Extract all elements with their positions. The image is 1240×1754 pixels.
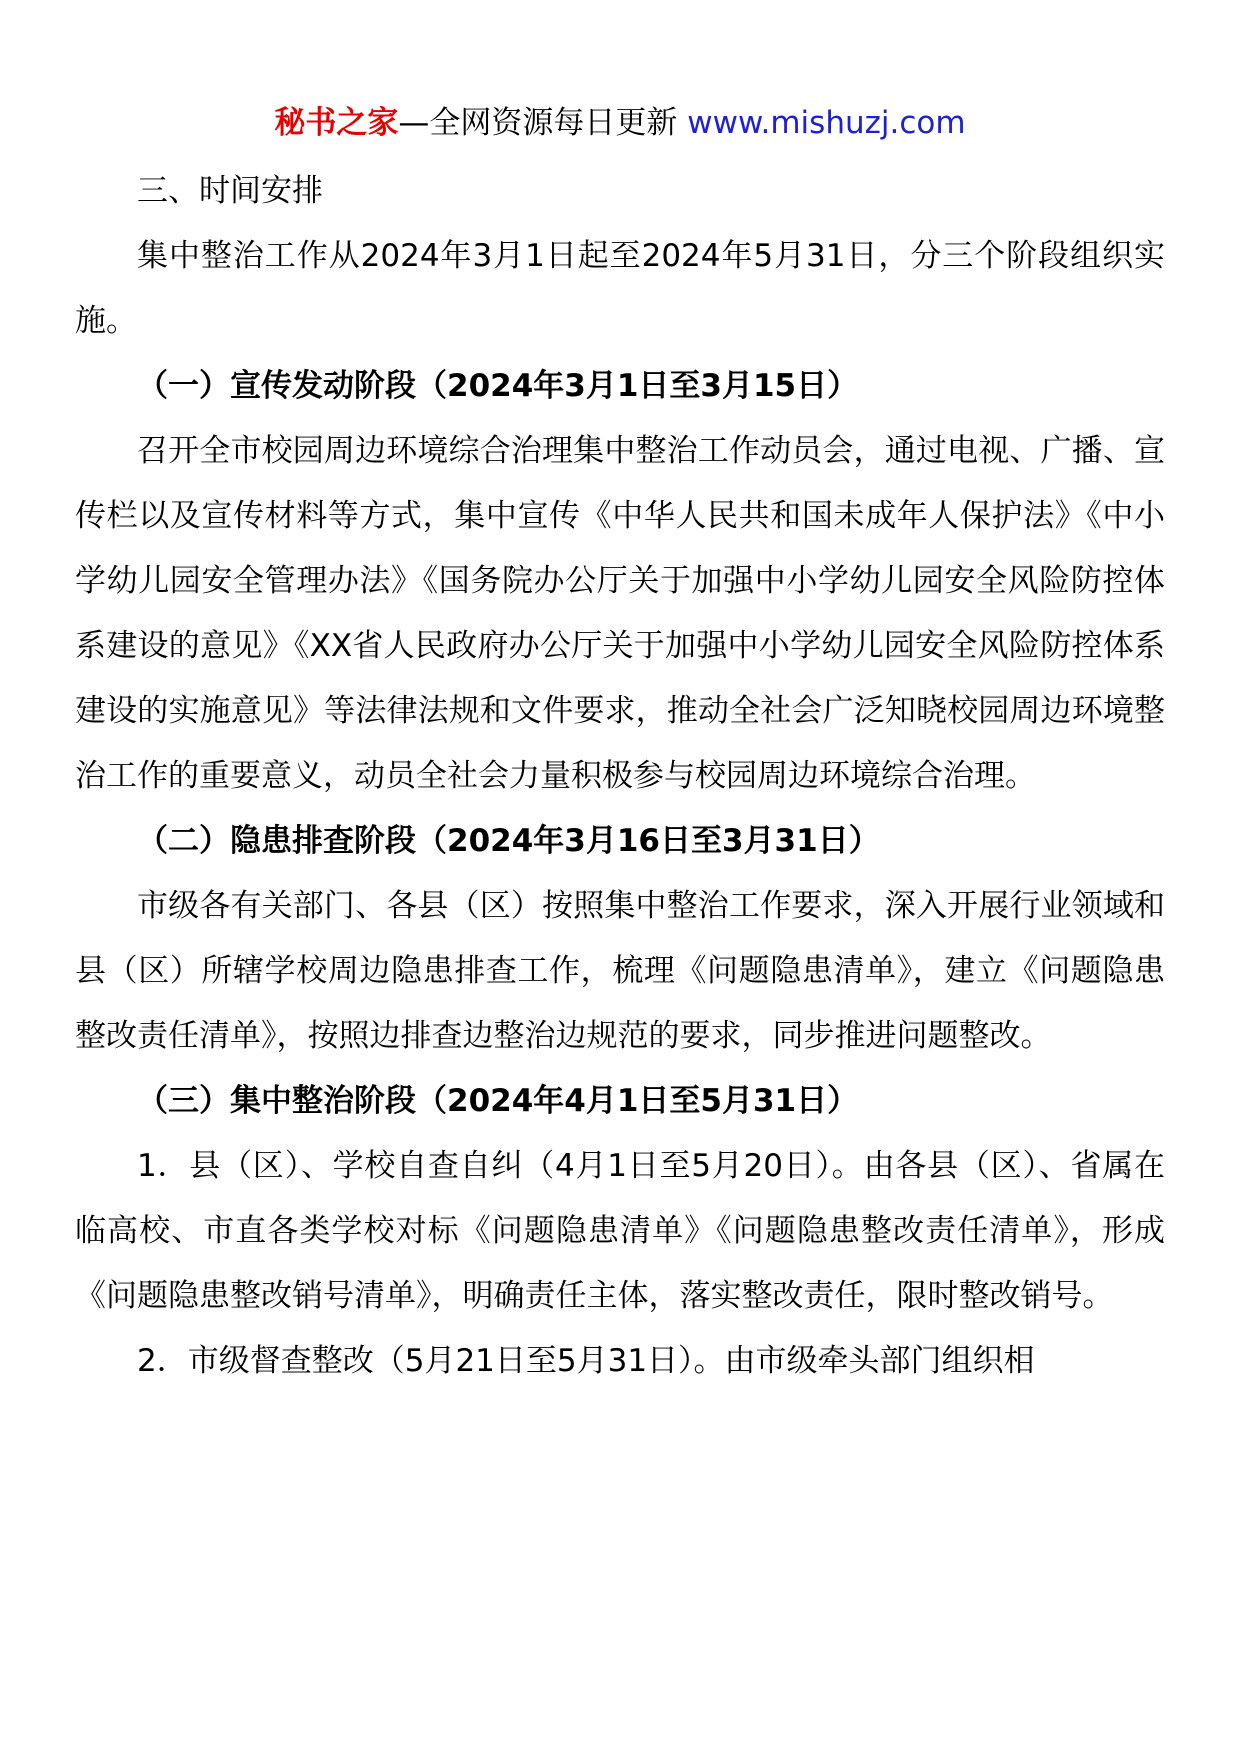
body-paragraph: 市级各有关部门、各县（区）按照集中整治工作要求，深入开展行业领域和县（区）所辖学校周边隐患排查工作，梳理《问题隐患清单》，建立《问题隐患整改责任清单》，按照边排查边整治边规范的要求，同步推进问题整改。 xyxy=(75,888,1165,1054)
body-paragraph: 召开全市校园周边环境综合治理集中整治工作动员会，通过电视、广播、宣传栏以及宣传材料等方式，集中宣传《中华人民共和国未成年人保护法》《中小学幼儿园安全管理办法》《国务院办公厅关于加强中小学幼儿园安全风险防控体系建设的意见》《XX省人民政府办公厅关于加强中小学幼儿园安全风险防控体系建设的实施意见》等法律法规和文件要求，推动全社会广泛知晓校园周边环境整治工作的重要意义，动员全社会力量积极参与校园周边环境综合治理。 xyxy=(75,433,1165,794)
subsection-heading: （二）隐患排查阶段（2024年3月16日至3月31日） xyxy=(137,823,880,859)
body-paragraph: 2．市级督查整改（5月21日至5月31日）。由市级牵头部门组织相 xyxy=(137,1343,1035,1379)
site-brand: 秘书之家 xyxy=(274,105,399,141)
section-heading: 三、时间安排 xyxy=(137,173,323,209)
document-page xyxy=(75,95,1165,1394)
header-tagline: 全网资源每日更新 xyxy=(429,105,688,141)
body-paragraph: 集中整治工作从2024年3月1日起至2024年5月31日，分三个阶段组织实施。 xyxy=(75,238,1165,339)
site-url-link[interactable]: www.mishuzj.com xyxy=(687,105,966,141)
site-header xyxy=(75,95,1165,151)
document-body xyxy=(75,159,1165,1394)
subsection-heading: （一）宣传发动阶段（2024年3月1日至3月15日） xyxy=(137,368,859,404)
body-paragraph: 1．县（区）、学校自查自纠（4月1日至5月20日）。由各县（区）、省属在临高校、市直各类学校对标《问题隐患清单》《问题隐患整改责任清单》，形成《问题隐患整改销号清单》，明确责任主体，落实整改责任，限时整改销号。 xyxy=(75,1148,1165,1314)
header-separator: — xyxy=(398,105,430,141)
subsection-heading: （三）集中整治阶段（2024年4月1日至5月31日） xyxy=(137,1083,859,1119)
